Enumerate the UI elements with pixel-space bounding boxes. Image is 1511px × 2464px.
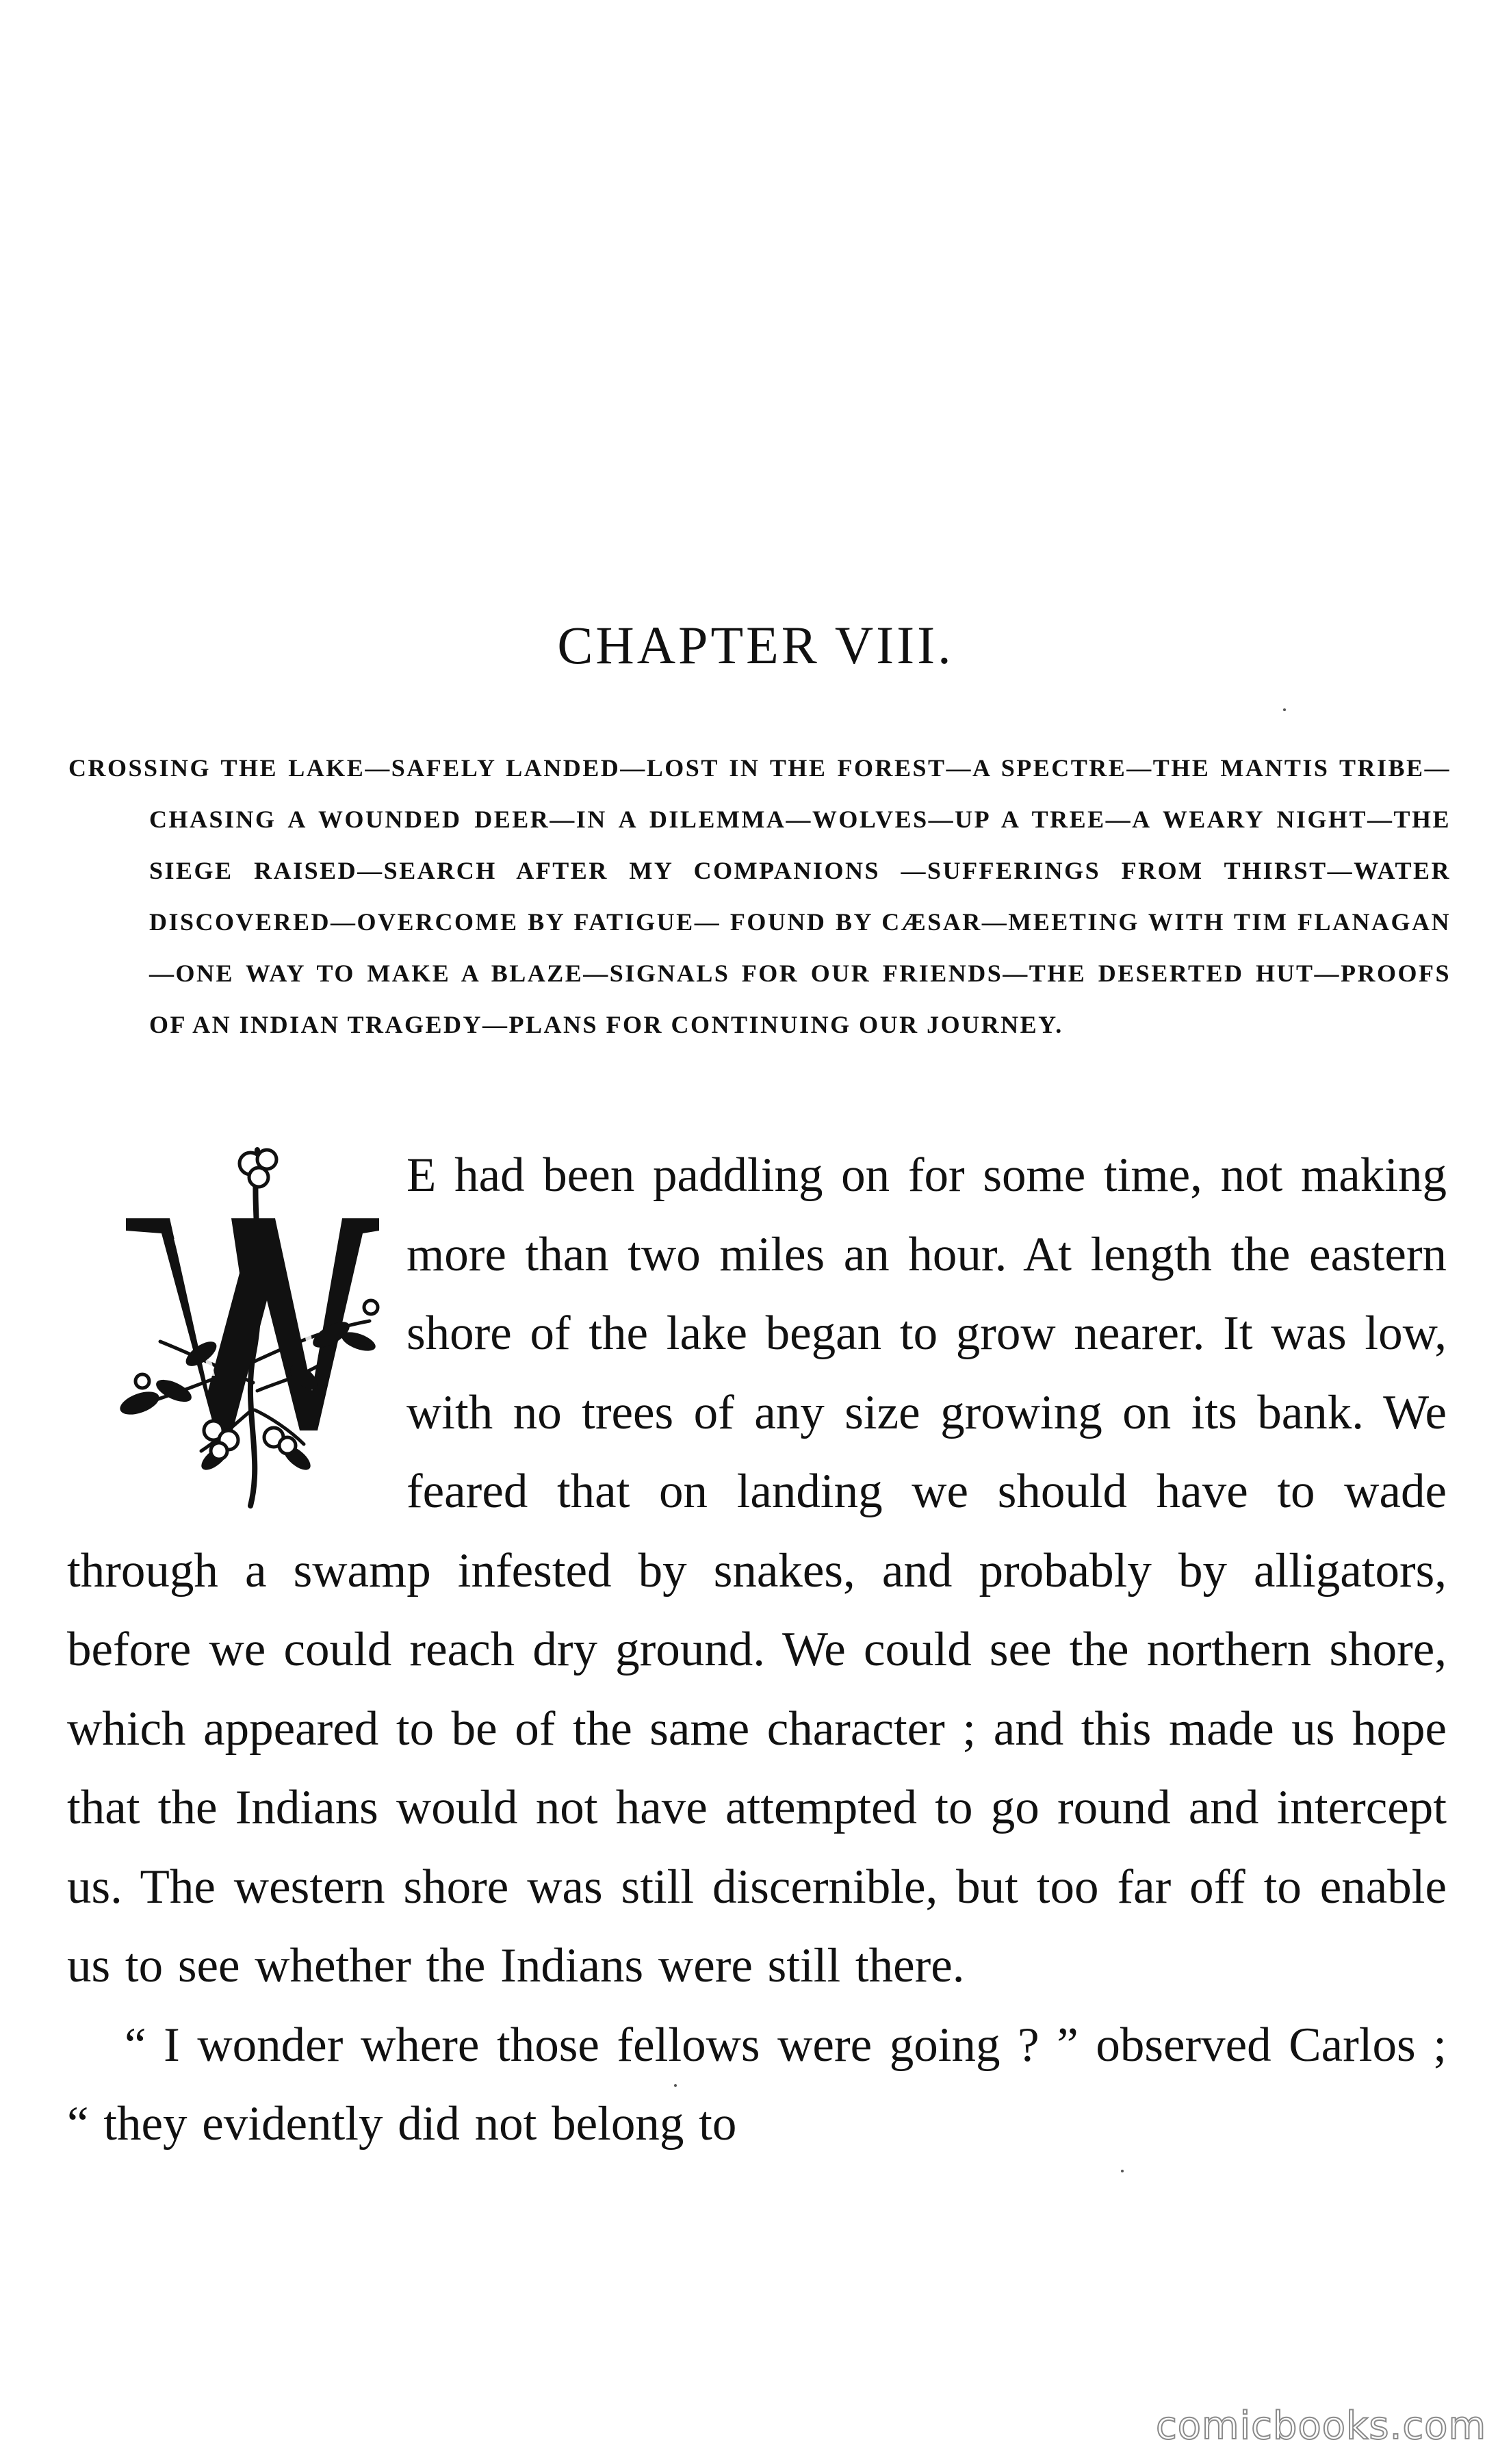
paragraph-2: “ I wonder where those fellows were going ? ” observed Carlos ; “ they evidently did not belong to — [67, 2018, 1447, 2151]
scan-speck — [1283, 708, 1286, 711]
chapter-title: CHAPTER VIII. — [557, 615, 954, 675]
paragraph-1: E had been paddling on for some time, not making more than two miles an hour. At length the eastern shore of the lake began to grow nearer. It was low, with no trees of any size growing on its bank. We feared that on landing we should have to wade through a swamp infested by snakes, and probably by alligators, before we could reach dry ground. We could see the northern shore, which appeared to be of the same character ; and this made us hope that the Indians would not have attempted to go round and intercept us. The western shore was still discernible, but too far off to enable us to see whether the Indians were still there. — [67, 1148, 1447, 1992]
watermark: comicbooks.com — [1155, 2404, 1486, 2448]
decorated-drop-cap-w — [99, 1136, 398, 1526]
chapter-synopsis: CROSSING THE LAKE—SAFELY LANDED—LOST IN THE FOREST—A SPECTRE—THE MANTIS TRIBE—CHASING A WOUNDED DEER—IN A DILEMMA—WOLVES—UP A TREE—A WEARY NIGHT—THE SIEGE RAISED—SEARCH AFTER MY COMPANIONS —SUFFERINGS FROM THIRST—WATER DISCOVERED—OVERCOME BY FATIGUE— FOUND BY CÆSAR—MEETING WITH TIM FLANAGAN—ONE WAY TO MAKE A BLAZE—SIGNALS FOR OUR FRIENDS—THE DESERTED HUT—PROOFS OF AN INDIAN TRAGEDY—PLANS FOR CONTINUING OUR JOURNEY. — [68, 754, 1451, 1038]
body-text — [67, 1136, 1447, 2164]
scan-speck — [1121, 2170, 1124, 2172]
scan-speck — [674, 2084, 677, 2087]
